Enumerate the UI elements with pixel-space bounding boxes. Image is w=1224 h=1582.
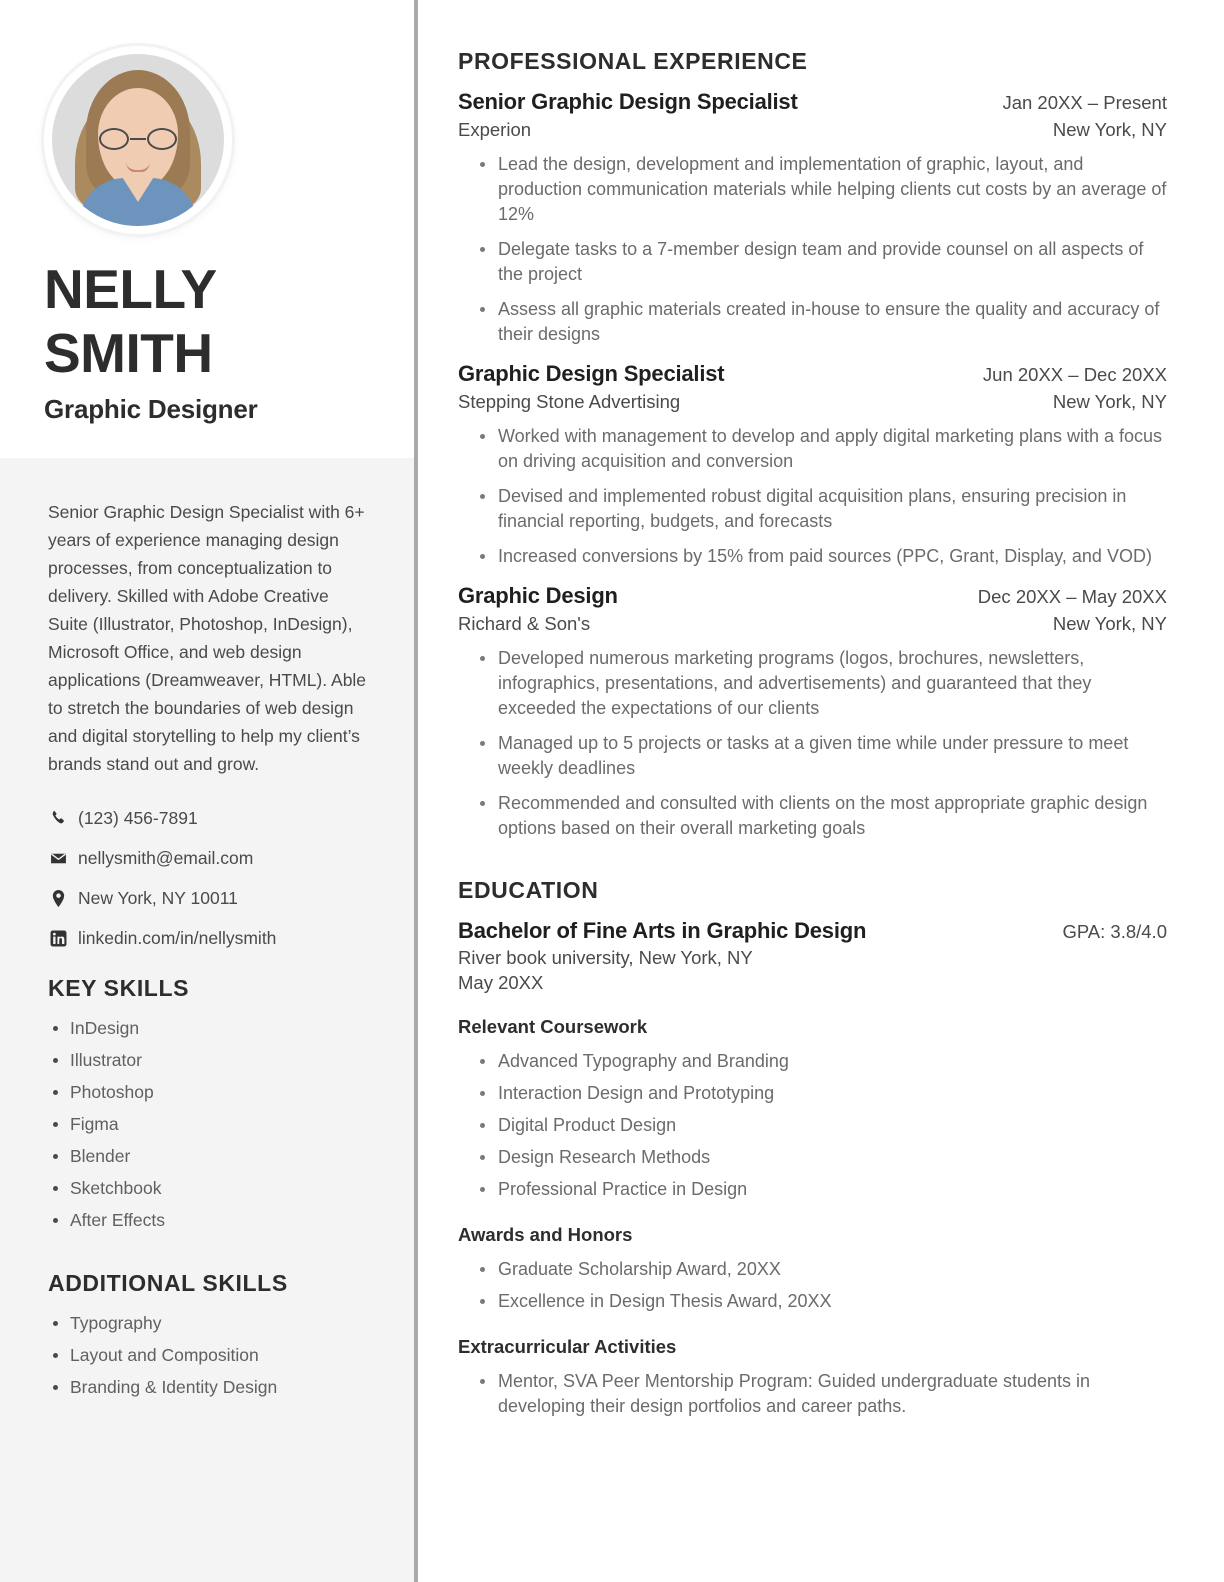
experience-entry [458, 89, 1167, 347]
key-skills-list [48, 1012, 372, 1236]
list-item: Layout and Composition [70, 1339, 372, 1371]
experience-entry [458, 583, 1167, 841]
education-school: River book university, New York, NY [458, 947, 753, 968]
contact-phone[interactable] [48, 808, 372, 829]
main-content [418, 0, 1224, 1582]
additional-skills-heading: ADDITIONAL SKILLS [48, 1270, 288, 1296]
list-item: Delegate tasks to a 7-member design team and provide counsel on all aspects of the project [498, 237, 1167, 287]
job-date: Dec 20XX – May 20XX [977, 586, 1167, 607]
list-item: Photoshop [70, 1076, 372, 1108]
contact-list [48, 808, 372, 949]
job-date: Jan 20XX – Present [1002, 92, 1167, 113]
education-section-heading: EDUCATION [458, 877, 599, 903]
experience-entry-header [458, 361, 1167, 387]
list-item: Interaction Design and Prototyping [498, 1081, 1167, 1106]
email-icon [48, 850, 68, 867]
list-item: Design Research Methods [498, 1145, 1167, 1170]
awards-list [458, 1257, 1167, 1314]
list-item: Assess all graphic materials created in-house to ensure the quality and accuracy of their designs [498, 297, 1167, 347]
job-bullets [458, 646, 1167, 841]
experience-entry-subheader [458, 115, 1167, 141]
avatar [44, 46, 232, 234]
contact-email[interactable] [48, 848, 372, 869]
location-pin-icon [48, 890, 68, 907]
key-skills-heading: KEY SKILLS [48, 975, 190, 1001]
list-item: After Effects [70, 1204, 372, 1236]
education-entry-header [458, 918, 1167, 944]
experience-entry-header [458, 583, 1167, 609]
sidebar-header [0, 0, 414, 458]
list-item: Digital Product Design [498, 1113, 1167, 1138]
list-item: Blender [70, 1140, 372, 1172]
job-bullets [458, 152, 1167, 347]
linkedin-icon [48, 930, 68, 947]
coursework-list [458, 1049, 1167, 1202]
profile-job-title: Graphic Designer [44, 393, 258, 424]
job-role: Graphic Design [458, 583, 618, 608]
sidebar [0, 0, 414, 1582]
profile-summary: Senior Graphic Design Specialist with 6+ years of experience managing design processes, from conceptualization to delivery. Skilled with Adobe Creative Suite (Illustrator, Photoshop, InDesign), Microsoft Office, and web design applications (Dreamweaver, HTML). Able to stretch the boundaries of web design and digital storytelling to help my client’s brands stand out and grow. [48, 502, 367, 774]
job-role: Graphic Design Specialist [458, 361, 725, 386]
profile-photo [52, 54, 224, 226]
job-location: New York, NY [1052, 613, 1167, 634]
contact-location[interactable] [48, 888, 372, 909]
list-item: Graduate Scholarship Award, 20XX [498, 1257, 1167, 1282]
list-item: Devised and implemented robust digital acquisition plans, ensuring precision in financial reporting, budgets, and forecasts [498, 484, 1167, 534]
list-item: Developed numerous marketing programs (logos, brochures, newsletters, infographics, presentations, and advertisements) and guaranteed that they exceeded the expectations of our clients [498, 646, 1167, 721]
coursework-heading: Relevant Coursework [458, 1016, 648, 1037]
list-item: Branding & Identity Design [70, 1371, 372, 1403]
page-title [44, 258, 414, 386]
extracurricular-list [458, 1369, 1167, 1419]
education-gpa: GPA: 3.8/4.0 [1062, 921, 1167, 942]
list-item: Illustrator [70, 1044, 372, 1076]
list-item: Typography [70, 1307, 372, 1339]
list-item: Professional Practice in Design [498, 1177, 1167, 1202]
experience-section-heading: PROFESSIONAL EXPERIENCE [458, 48, 808, 74]
job-company: Experion [458, 119, 532, 140]
contact-phone-value: (123) 456-7891 [78, 808, 198, 828]
list-item: Worked with management to develop and apply digital marketing plans with a focus on driving acquisition and conversion [498, 424, 1167, 474]
list-item: InDesign [70, 1012, 372, 1044]
contact-linkedin[interactable] [48, 928, 372, 949]
sidebar-body [0, 458, 414, 1582]
list-item: Increased conversions by 15% from paid sources (PPC, Grant, Display, and VOD) [498, 544, 1167, 569]
list-item: Lead the design, development and implementation of graphic, layout, and production communication materials while helping clients cut costs by an average of 12% [498, 152, 1167, 227]
list-item: Figma [70, 1108, 372, 1140]
job-location: New York, NY [1052, 391, 1167, 412]
contact-email-value: nellysmith@email.com [78, 848, 254, 868]
job-company: Richard & Son's [458, 613, 591, 634]
job-location: New York, NY [1052, 119, 1167, 140]
education-date: May 20XX [458, 972, 544, 993]
experience-entry [458, 361, 1167, 569]
job-company: Stepping Stone Advertising [458, 391, 681, 412]
glasses-icon [97, 128, 179, 150]
list-item: Recommended and consulted with clients on the most appropriate graphic design options based on their overall marketing goals [498, 791, 1167, 841]
job-bullets [458, 424, 1167, 569]
last-name: SMITH [44, 321, 213, 384]
list-item: Excellence in Design Thesis Award, 20XX [498, 1289, 1167, 1314]
contact-linkedin-value: linkedin.com/in/nellysmith [78, 928, 277, 948]
experience-entry-header [458, 89, 1167, 115]
job-role: Senior Graphic Design Specialist [458, 89, 798, 114]
experience-entry-subheader [458, 609, 1167, 635]
education-entry [458, 918, 1167, 1419]
extracurricular-heading: Extracurricular Activities [458, 1336, 677, 1357]
list-item: Advanced Typography and Branding [498, 1049, 1167, 1074]
education-degree: Bachelor of Fine Arts in Graphic Design [458, 918, 867, 943]
contact-location-value: New York, NY 10011 [78, 888, 238, 908]
additional-skills-list [48, 1307, 372, 1403]
job-date: Jun 20XX – Dec 20XX [982, 364, 1167, 385]
first-name: NELLY [44, 258, 217, 320]
list-item: Managed up to 5 projects or tasks at a given time while under pressure to meet weekly deadlines [498, 731, 1167, 781]
experience-entry-subheader [458, 387, 1167, 413]
list-item: Sketchbook [70, 1172, 372, 1204]
awards-heading: Awards and Honors [458, 1224, 633, 1245]
list-item: Mentor, SVA Peer Mentorship Program: Guided undergraduate students in developing their design portfolios and career paths. [498, 1369, 1167, 1419]
phone-icon [48, 810, 68, 827]
